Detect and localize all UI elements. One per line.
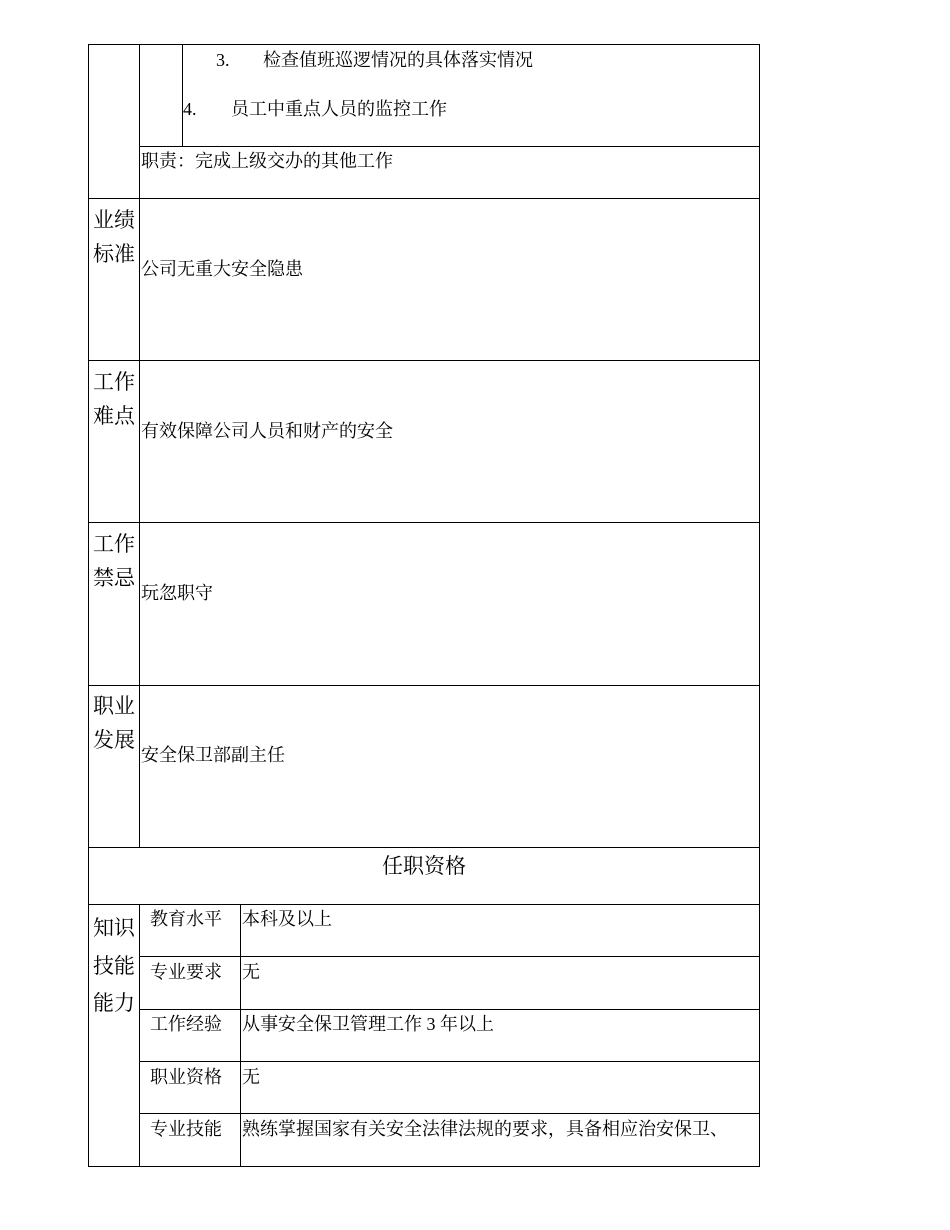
- duty-item-4-text: 员工中重点人员的监控工作: [231, 99, 447, 119]
- section-content-taboo: 玩忽职守: [141, 583, 213, 603]
- duty-column-divider: [139, 44, 140, 198]
- section-label-difficulty: 工作难点: [93, 370, 135, 428]
- qual-value-experience: 从事安全保卫管理工作 3 年以上: [242, 1014, 494, 1034]
- row-divider: [88, 360, 760, 361]
- qual-row-divider: [139, 1009, 760, 1010]
- row-divider: [88, 522, 760, 523]
- duty-item-4-number: 4.: [183, 99, 197, 119]
- qualifications-title: 任职资格: [382, 854, 466, 878]
- table-border-top: [88, 44, 760, 45]
- qual-value-skills: 熟练掌握国家有关安全法律法规的要求，具备相应治安保卫、: [242, 1119, 728, 1139]
- section-label-career: 职业发展: [93, 694, 135, 752]
- qual-row-divider: [139, 1061, 760, 1062]
- table-border-bottom: [88, 1166, 760, 1167]
- qual-label-education: 教育水平: [150, 909, 222, 929]
- row-divider: [88, 685, 760, 686]
- qual-value-education: 本科及以上: [242, 909, 332, 929]
- qual-label-experience: 工作经验: [150, 1014, 222, 1034]
- other-duty-text: 职责：完成上级交办的其他工作: [141, 151, 393, 171]
- duty-item-3-text: 检查值班巡逻情况的具体落实情况: [263, 50, 533, 70]
- qual-value-certification: 无: [242, 1067, 260, 1087]
- row-divider: [88, 198, 760, 199]
- duty-row-divider: [139, 146, 760, 147]
- row-divider: [88, 904, 760, 905]
- duty-subcolumn-divider: [182, 44, 183, 146]
- qual-group-divider: [139, 904, 140, 1167]
- section-label-taboo: 工作禁忌: [93, 532, 135, 590]
- qual-value-major: 无: [242, 962, 260, 982]
- section-label-performance: 业绩标准: [93, 208, 135, 266]
- qual-label-skills: 专业技能: [150, 1119, 222, 1139]
- qual-label-certification: 职业资格: [150, 1067, 222, 1087]
- qual-group-label: 知识技能能力: [93, 916, 135, 1015]
- section-content-performance: 公司无重大安全隐患: [141, 259, 303, 279]
- qual-row-divider: [139, 1113, 760, 1114]
- section-content-career: 安全保卫部副主任: [141, 745, 285, 765]
- table-border-right: [759, 44, 760, 1167]
- row-divider: [88, 847, 760, 848]
- qual-row-divider: [139, 956, 760, 957]
- section-content-difficulty: 有效保障公司人员和财产的安全: [141, 421, 393, 441]
- qual-label-major: 专业要求: [150, 962, 222, 982]
- duty-item-3-number: 3.: [216, 50, 230, 70]
